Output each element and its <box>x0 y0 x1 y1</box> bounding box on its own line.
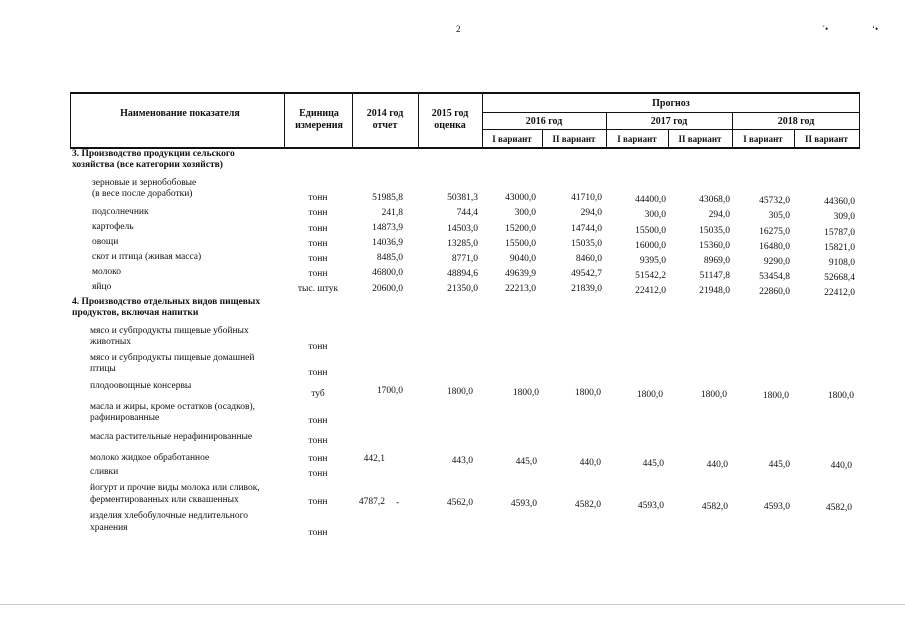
row-label: ферментированных или сквашенных <box>90 495 239 505</box>
header-name: Наименование показателя <box>120 108 240 119</box>
row-unit: тонн <box>308 497 328 507</box>
corner-mark-right: ʻ• <box>872 24 879 34</box>
row-unit: тонн <box>308 239 328 249</box>
row-value: 440,0 <box>579 458 601 468</box>
header-year-2018: 2018 год <box>777 116 815 127</box>
row-value: 4562,0 <box>446 498 473 508</box>
row-value: 1800,0 <box>827 391 854 401</box>
row-value: 50381,3 <box>447 193 478 203</box>
row-label: йогурт и прочие виды молока или сливок, <box>90 483 260 493</box>
row-value: 1800,0 <box>636 390 663 400</box>
scan-edge-line <box>0 604 905 605</box>
row-value: 22412,0 <box>635 286 666 296</box>
row-value: 22412,0 <box>824 288 855 298</box>
row-value: 241,8 <box>381 208 403 218</box>
row-value: 294,0 <box>580 208 602 218</box>
row-unit: тонн <box>308 416 328 426</box>
row-value: 4593,0 <box>763 502 790 512</box>
row-value: 22213,0 <box>505 284 536 294</box>
vline-2015 <box>418 92 419 148</box>
row-value: 51147,8 <box>699 271 730 281</box>
row-value: 22860,0 <box>759 287 790 297</box>
section-title: 4. Производство отдельных видов пищевых <box>72 297 261 307</box>
row-value: 1800,0 <box>762 391 789 401</box>
row-value: 21839,0 <box>571 284 602 294</box>
row-label: животных <box>90 337 132 347</box>
row-label: сливки <box>90 467 119 477</box>
row-unit: тонн <box>308 528 328 538</box>
table-top-border <box>70 92 860 94</box>
row-unit: тонн <box>308 193 328 203</box>
row-value: 294,0 <box>708 210 730 220</box>
header-forecast: Прогноз <box>652 98 690 109</box>
row-label: масла и жиры, кроме остатков (осадков), <box>90 402 256 412</box>
row-value: 53454,8 <box>759 272 790 282</box>
row-value: 4787,2 <box>358 497 385 507</box>
row-unit: тонн <box>308 436 328 446</box>
row-value: 4582,0 <box>701 502 728 512</box>
row-value: 52668,4 <box>824 273 855 283</box>
row-label: мясо и субпродукты пищевые убойных <box>90 326 249 336</box>
section-title: продуктов, включая напитки <box>72 308 199 318</box>
vline-left <box>70 92 71 148</box>
row-value: 21948,0 <box>699 286 730 296</box>
row-value: 1800,0 <box>446 387 473 397</box>
row-value: 16000,0 <box>635 241 666 251</box>
row-value: 15200,0 <box>505 224 536 234</box>
row-value: 43000,0 <box>505 193 536 203</box>
row-label: зерновые и зернобобовые <box>92 178 197 188</box>
row-value: 9290,0 <box>763 257 790 267</box>
row-value: 43068,0 <box>699 195 730 205</box>
row-unit: тонн <box>308 454 328 464</box>
header-2016-v2: II вариант <box>552 134 596 144</box>
row-value: 41710,0 <box>571 193 602 203</box>
stray-mark: - <box>396 498 400 508</box>
header-2017-v2: II вариант <box>678 134 722 144</box>
corner-mark-left: ´• <box>822 24 829 34</box>
row-value: 8485,0 <box>376 253 403 263</box>
row-label: хранения <box>90 523 128 533</box>
row-value: 1800,0 <box>574 388 601 398</box>
row-value: 440,0 <box>706 460 728 470</box>
row-label: скот и птица (живая масса) <box>92 252 202 262</box>
page-number: 2 <box>456 24 461 34</box>
row-value: 46800,0 <box>372 268 403 278</box>
row-label: изделия хлебобулочные недлительного <box>90 511 248 521</box>
row-value: 14503,0 <box>447 224 478 234</box>
row-value: 1800,0 <box>700 390 727 400</box>
row-value: 44360,0 <box>824 197 855 207</box>
row-value: 440,0 <box>830 461 852 471</box>
vline-unit <box>284 92 285 148</box>
row-value: 49542,7 <box>571 269 602 279</box>
row-value: 442,1 <box>363 454 385 464</box>
row-value: 48894,6 <box>447 269 478 279</box>
header-2015: 2015 год оценка <box>431 108 469 131</box>
header-unit: Единица измерения <box>295 108 343 131</box>
header-2018-v1: I вариант <box>743 134 783 144</box>
header-2014: 2014 год отчет <box>366 108 404 131</box>
row-value: 15787,0 <box>824 228 855 238</box>
section-title: 3. Производство продукции сельского <box>72 149 235 159</box>
row-value: 744,4 <box>456 208 478 218</box>
row-value: 4582,0 <box>825 503 852 513</box>
row-value: 15035,0 <box>571 239 602 249</box>
row-value: 14036,9 <box>372 238 403 248</box>
row-label: молоко <box>92 267 122 277</box>
vline-2014 <box>352 92 353 148</box>
row-label: плодоовощные консервы <box>90 381 192 391</box>
row-unit: тонн <box>308 368 328 378</box>
header-year-2016: 2016 год <box>525 116 563 127</box>
row-label: картофель <box>92 222 134 232</box>
row-unit: туб <box>311 389 325 399</box>
row-value: 15821,0 <box>824 243 855 253</box>
row-value: 300,0 <box>644 210 666 220</box>
row-value: 15035,0 <box>699 226 730 236</box>
row-value: 45732,0 <box>759 196 790 206</box>
row-value: 13285,0 <box>447 239 478 249</box>
row-value: 305,0 <box>768 211 790 221</box>
row-value: 4593,0 <box>510 499 537 509</box>
row-value: 14873,9 <box>372 223 403 233</box>
row-value: 4582,0 <box>574 500 601 510</box>
row-label: (в весе после доработки) <box>92 189 193 199</box>
row-value: 8969,0 <box>703 256 730 266</box>
row-value: 16275,0 <box>759 227 790 237</box>
row-value: 300,0 <box>514 208 536 218</box>
header-2017-v1: I вариант <box>617 134 657 144</box>
row-value: 51542,2 <box>635 271 666 281</box>
row-value: 51985,8 <box>372 193 403 203</box>
row-value: 14744,0 <box>571 224 602 234</box>
row-label: птицы <box>90 364 116 374</box>
section-title: хозяйства (все категории хозяйств) <box>72 160 223 170</box>
row-value: 1700,0 <box>376 386 403 396</box>
row-value: 445,0 <box>515 457 537 467</box>
row-unit: тонн <box>308 269 328 279</box>
row-label: яйцо <box>92 282 112 292</box>
row-value: 21350,0 <box>447 284 478 294</box>
row-value: 49639,9 <box>505 269 536 279</box>
row-value: 44400,0 <box>635 195 666 205</box>
row-value: 1800,0 <box>512 388 539 398</box>
row-label: масла растительные нерафинированные <box>90 432 253 442</box>
row-value: 4593,0 <box>637 501 664 511</box>
forecast-divider <box>482 112 860 113</box>
row-label: молоко жидкое обработанное <box>90 453 210 463</box>
row-unit: тонн <box>308 224 328 234</box>
year-divider <box>482 129 860 130</box>
row-value: 445,0 <box>642 459 664 469</box>
header-2016-v1: I вариант <box>492 134 532 144</box>
row-value: 20600,0 <box>372 284 403 294</box>
row-unit: тонн <box>308 208 328 218</box>
row-value: 15500,0 <box>505 239 536 249</box>
row-unit: тонн <box>308 254 328 264</box>
row-value: 8460,0 <box>575 254 602 264</box>
row-unit: тонн <box>308 342 328 352</box>
header-2018-v2: II вариант <box>805 134 848 144</box>
row-value: 445,0 <box>768 460 790 470</box>
row-value: 309,0 <box>833 212 855 222</box>
row-unit: тонн <box>308 469 328 479</box>
row-value: 8771,0 <box>451 254 478 264</box>
row-unit: тыс. штук <box>297 284 339 294</box>
row-label: мясо и субпродукты пищевые домашней <box>90 353 255 363</box>
row-value: 15500,0 <box>635 226 666 236</box>
row-value: 9395,0 <box>639 256 666 266</box>
header-year-2017: 2017 год <box>650 116 688 127</box>
row-label: рафинированные <box>90 413 160 423</box>
row-value: 16480,0 <box>759 242 790 252</box>
row-value: 9108,0 <box>828 258 855 268</box>
row-value: 9040,0 <box>509 254 536 264</box>
row-label: подсолнечник <box>92 207 149 217</box>
row-value: 443,0 <box>451 456 473 466</box>
row-label: овощи <box>92 237 119 247</box>
row-value: 15360,0 <box>699 241 730 251</box>
